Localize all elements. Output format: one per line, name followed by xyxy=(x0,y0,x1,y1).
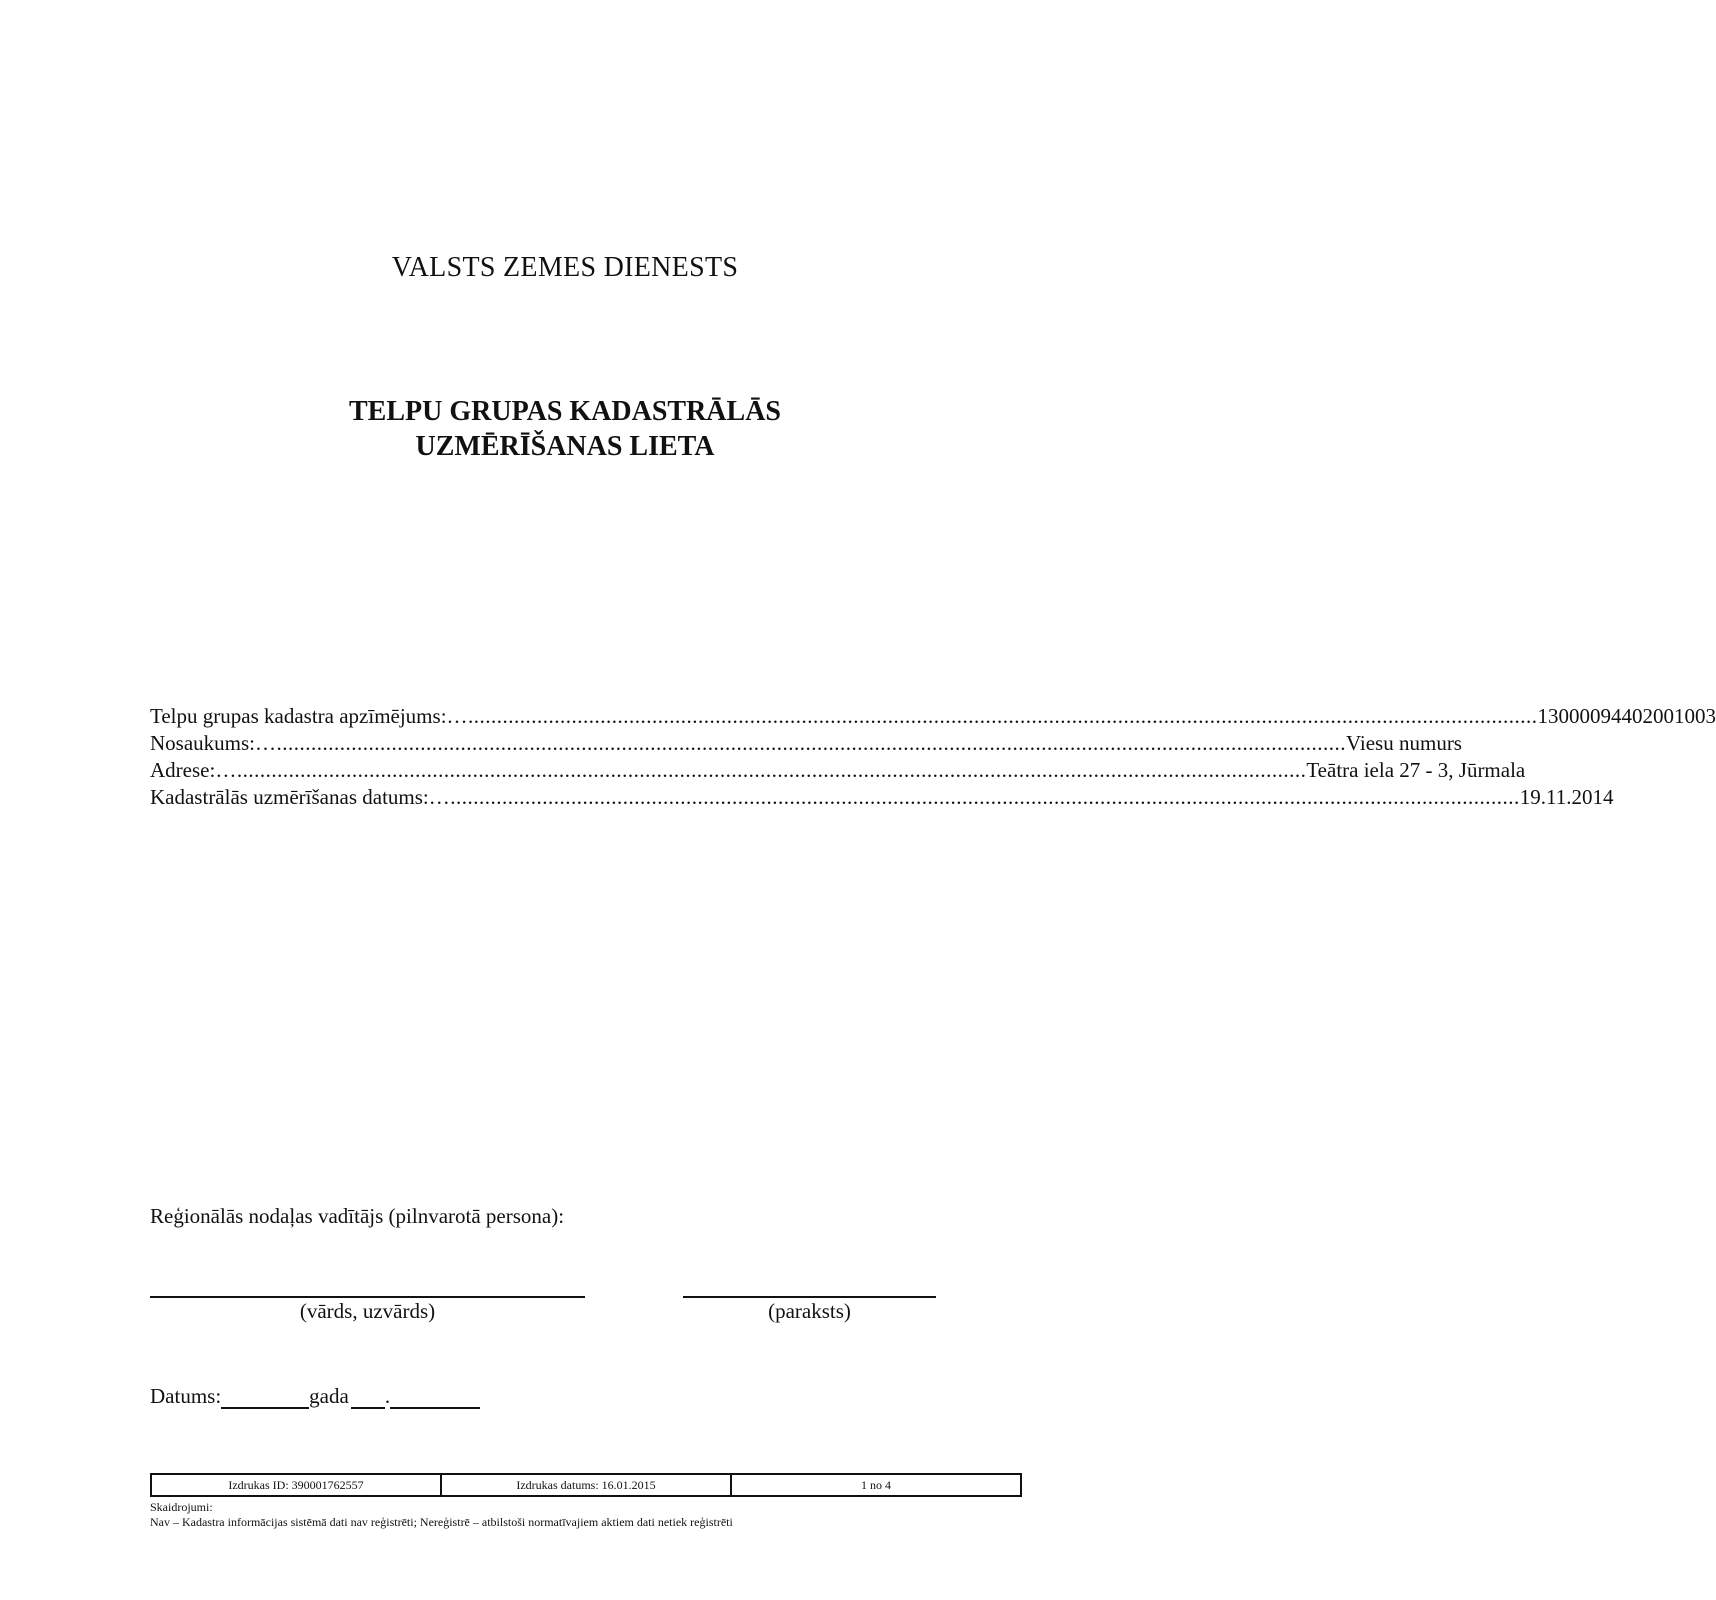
dot-leader: ….......................................................................................................................................................................................... xyxy=(215,758,1307,782)
field-survey-date xyxy=(150,784,1614,811)
year-word: gada xyxy=(309,1384,349,1408)
print-info-table xyxy=(150,1473,1022,1497)
agency-name: VALSTS ZEMES DIENESTS xyxy=(391,252,739,283)
dot-leader: ….......................................................................................................................................................................................... xyxy=(428,785,1520,809)
signature-line xyxy=(683,1296,936,1298)
day-blank xyxy=(351,1387,385,1409)
table-row xyxy=(151,1474,1021,1496)
name-caption: (vārds, uzvārds) xyxy=(299,1299,436,1323)
name-signature-line xyxy=(150,1296,585,1298)
field-value: 19.11.2014 xyxy=(1519,785,1614,809)
explanations-title: Skaidrojumi: xyxy=(150,1500,213,1514)
explanations xyxy=(150,1500,733,1530)
print-id-cell: Izdrukas ID: 390001762557 xyxy=(151,1474,441,1496)
field-value: Viesu numurs xyxy=(1346,731,1462,755)
dot-leader: ….......................................................................................................................................................................................... xyxy=(255,731,1346,755)
print-date-cell: Izdrukas datums: 16.01.2015 xyxy=(441,1474,731,1496)
dot-leader: ….......................................................................................................................................................................................... xyxy=(446,704,1538,728)
document-title-line-2: UZMĒRĪŠANAS LIETA xyxy=(415,431,715,462)
field-label: Adrese: xyxy=(150,758,216,782)
page-number-cell: 1 no 4 xyxy=(731,1474,1021,1496)
field-value: Teātra iela 27 - 3, Jūrmala xyxy=(1306,758,1526,782)
signature-caption: (paraksts) xyxy=(768,1299,851,1323)
date-dot: . xyxy=(384,1384,391,1408)
signer-role: Reģionālās nodaļas vadītājs (pilnvarotā persona): xyxy=(150,1204,565,1228)
field-name xyxy=(150,730,1462,757)
explanations-text: Nav – Kadastra informācijas sistēmā dati nav reģistrēti; Nereģistrē – atbilstoši normatīvajiem aktiem dati netiek reģistrēti xyxy=(150,1515,733,1529)
field-address xyxy=(150,757,1526,784)
property-details xyxy=(150,703,1716,811)
field-label: Kadastrālās uzmērīšanas datums: xyxy=(150,785,429,809)
field-label: Telpu grupas kadastra apzīmējums: xyxy=(150,704,447,728)
month-blank xyxy=(390,1387,480,1409)
field-label: Nosaukums: xyxy=(150,731,255,755)
field-value: 13000094402001003 xyxy=(1537,704,1716,728)
date-label: Datums: xyxy=(150,1384,222,1408)
document-title xyxy=(0,394,1130,464)
field-cadastral-designation xyxy=(150,703,1716,730)
date-line xyxy=(150,1384,480,1409)
document-title-line-1: TELPU GRUPAS KADASTRĀLĀS xyxy=(349,396,781,427)
year-blank xyxy=(221,1387,309,1409)
